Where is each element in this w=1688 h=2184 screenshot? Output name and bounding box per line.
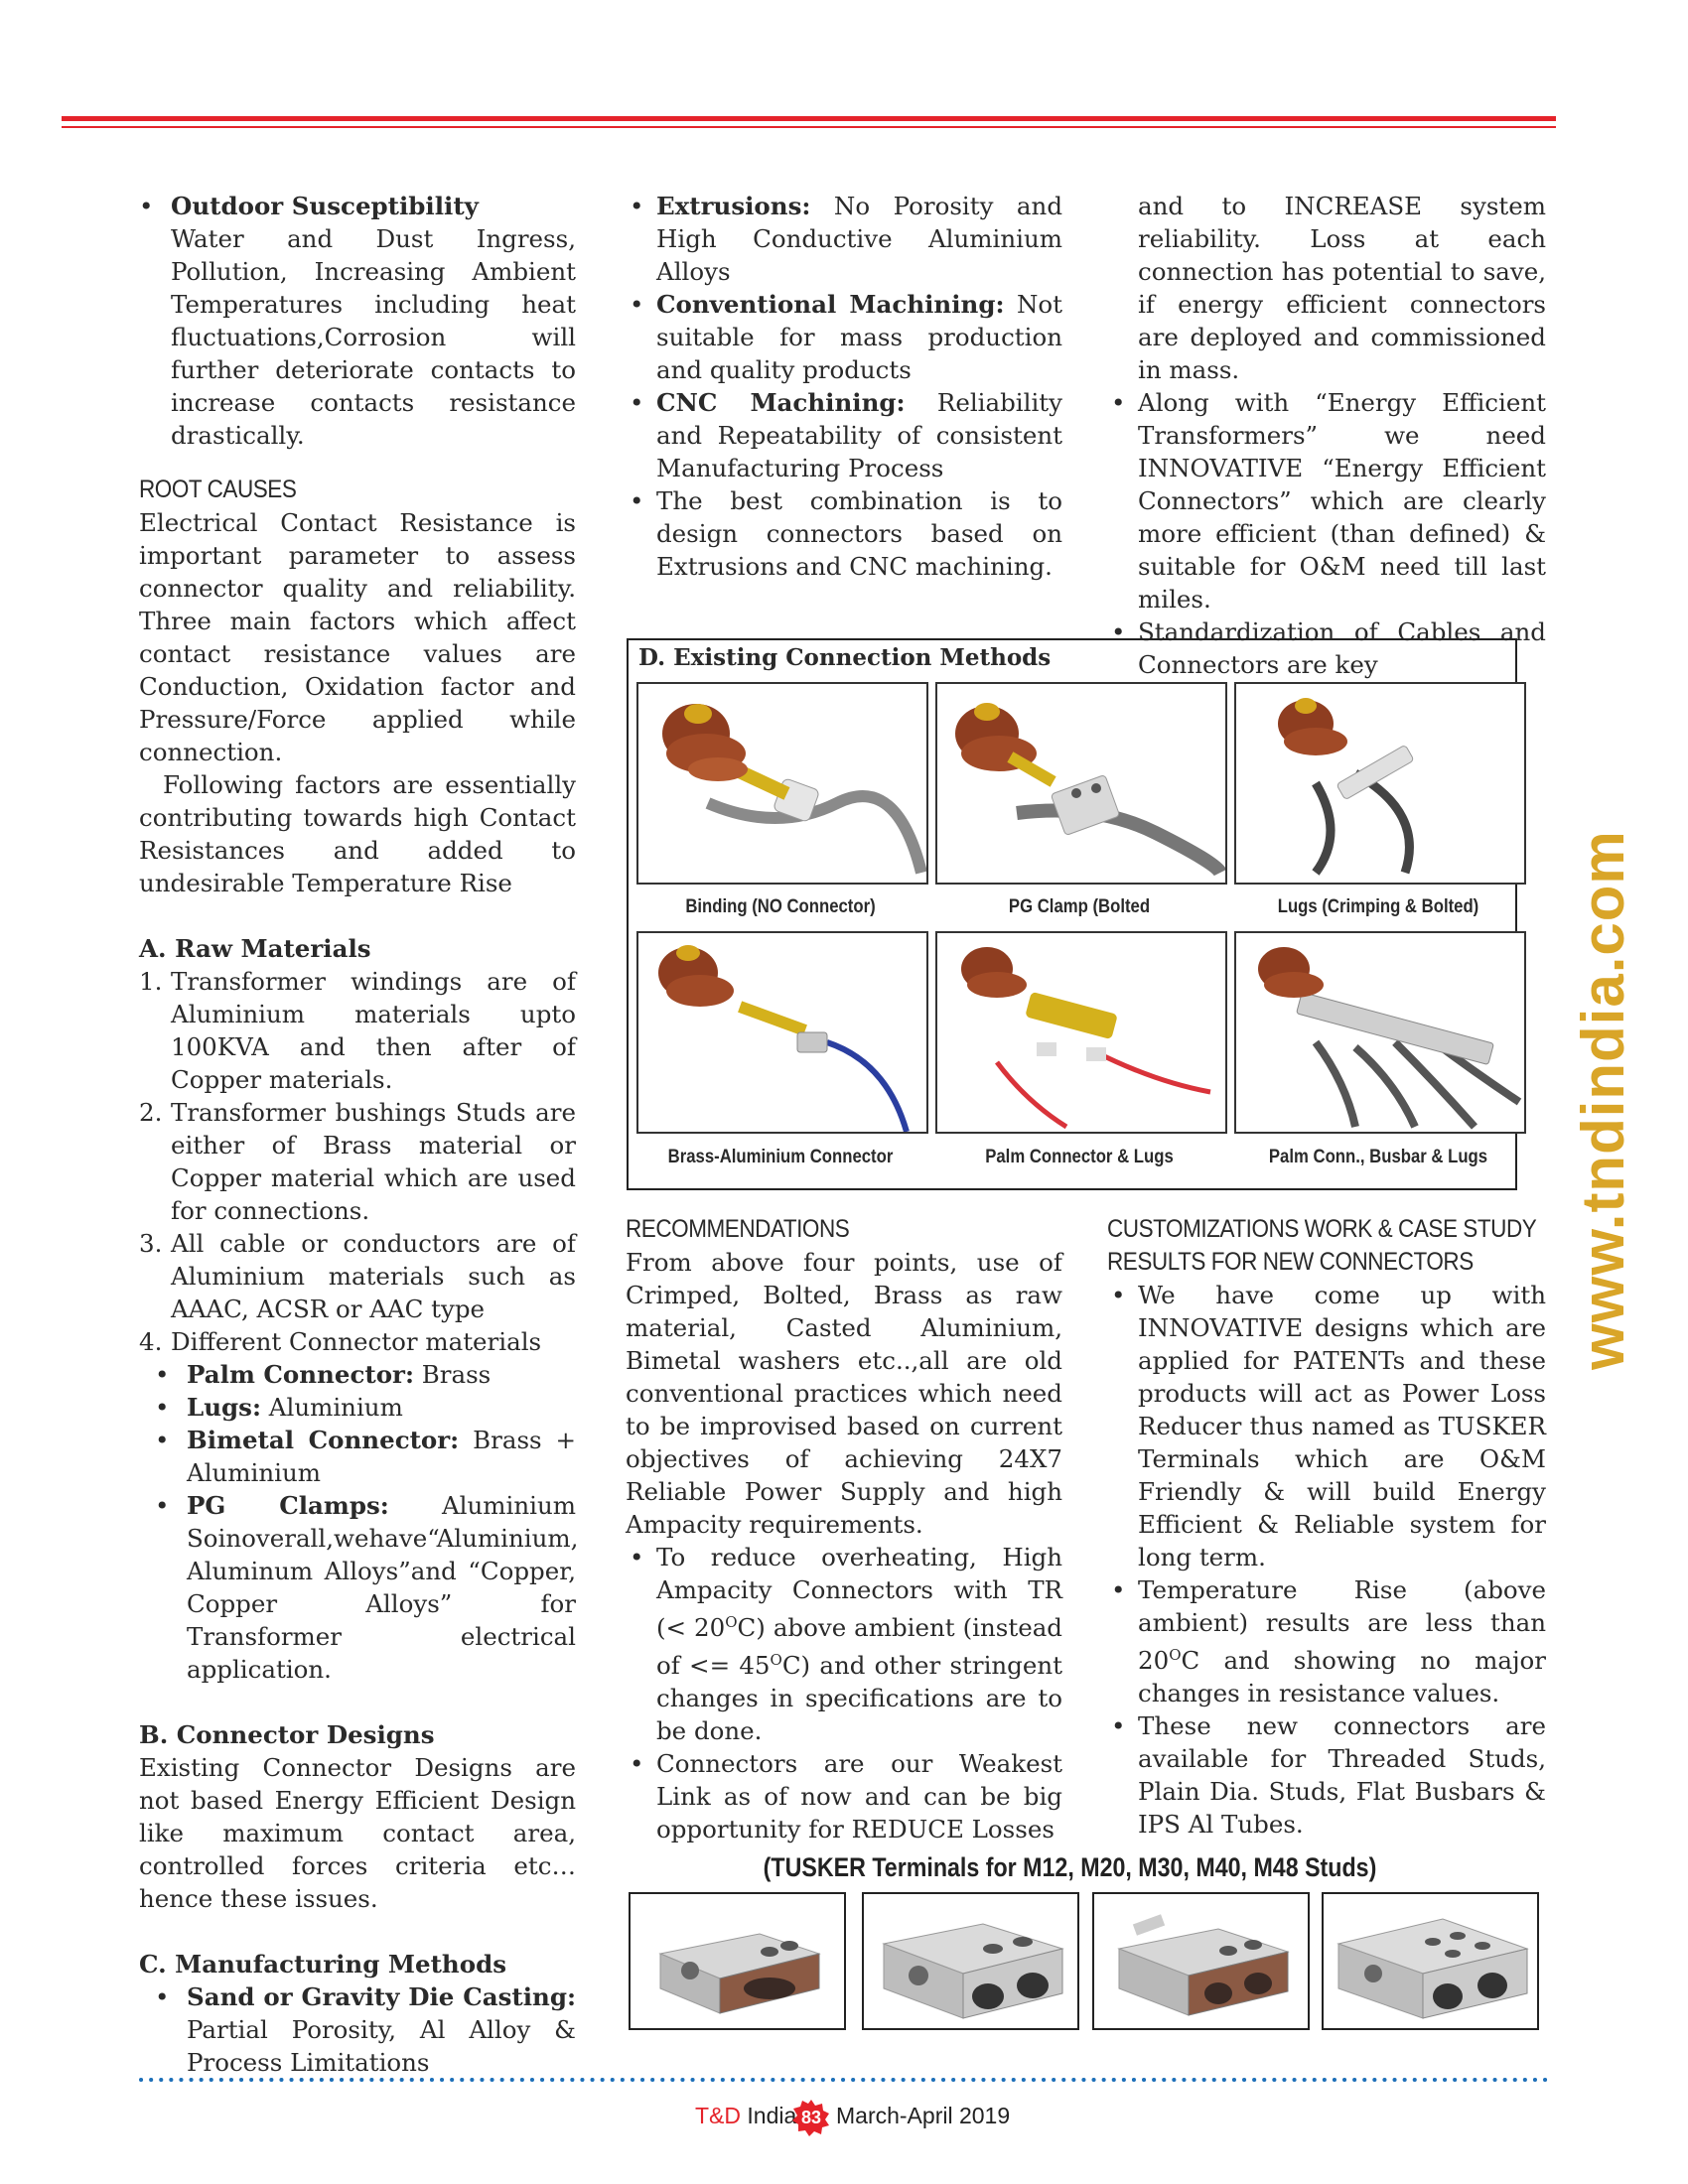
customization-item-2: • Temperature Rise (above ambient) results are less than $20^OC$ and showing no major changes in resistance values. bbox=[1111, 1575, 1546, 1708]
header-rule-thin bbox=[62, 126, 1556, 128]
photo-binding bbox=[636, 682, 928, 885]
root-causes-paragraph-1: Electrical Contact Resistance is important parameter to assess connector quality and reliability. Three main factors which affect contact resistance values are Conduction, Oxidation factor and Pressure/Force applied while connection. bbox=[139, 508, 576, 766]
mfg-item-best: • The best combination is to design connectors based on Extrusions and CNC machining. bbox=[630, 486, 1062, 581]
raw-item-4: 4. Different Connector materials bbox=[139, 1327, 542, 1356]
mfg-item-conventional: • Conventional Machining: Not suitable for mass production and quality products bbox=[630, 290, 1062, 384]
tusker-photo-3 bbox=[1092, 1892, 1310, 2030]
caption-brass-aluminium: Brass-Aluminium Connector bbox=[667, 1147, 894, 1167]
raw-item-1: 1. Transformer windings are of Aluminium materials upto 100KVA and then after of Copper materials. bbox=[139, 967, 576, 1094]
figure-title: D. Existing Connection Methods bbox=[638, 644, 1052, 671]
tusker-photo-2 bbox=[862, 1892, 1079, 2030]
mfg-item-extrusions: • Extrusions: No Porosity and High Conductive Aluminium Alloys bbox=[630, 192, 1062, 286]
caption-pg-clamp: PG Clamp (Bolted bbox=[1008, 896, 1151, 917]
material-bimetal: • Bimetal Connector: Brass + Aluminium bbox=[155, 1426, 576, 1487]
outdoor-item: • Outdoor Susceptibility Water and Dust Ingress, Pollution, Increasing Ambient Temperatures including heat fluctuations,Corrosion will further deteriorate contacts to increase contacts resistance drastically. bbox=[139, 192, 576, 450]
customizations-heading-1: CUSTOMIZATIONS WORK & CASE STUDY bbox=[1107, 1215, 1537, 1243]
raw-item-2: 2. Transformer bushings Studs are either of Brass material or Copper material which are used for connections. bbox=[139, 1098, 576, 1225]
column-left bbox=[139, 190, 579, 2079]
existing-methods-figure bbox=[627, 638, 1517, 1190]
col3-lead-text: and to INCREASE system reliability. Loss at each connection has potential to save, if energy efficient connectors are deployed and commissioned in mass. bbox=[1138, 192, 1546, 384]
footer-date: March-April 2019 bbox=[836, 2103, 1011, 2128]
mfg-item-cnc: • CNC Machining: Reliability and Repeatability of consistent Manufacturing Process bbox=[630, 388, 1062, 482]
recommendations-heading: RECOMMENDATIONS bbox=[626, 1215, 850, 1243]
manufacturing-heading: C. Manufacturing Methods bbox=[139, 1950, 507, 1979]
outdoor-text: Water and Dust Ingress, Pollution, Increasing Ambient Temperatures including heat fluctuations,Corrosion will further deteriorate contacts to increase contacts resistance drastically. bbox=[171, 224, 576, 450]
column-right bbox=[1107, 190, 1546, 681]
customization-item-1: • We have come up with INNOVATIVE designs which are applied for PATENTs and these products will act as Power Loss Reducer thus named as TUSKER Terminals which are O&M Friendly & will build Energy Efficient & Reliable system for long term. bbox=[1111, 1281, 1546, 1571]
outdoor-title: Outdoor Susceptibility bbox=[171, 192, 479, 220]
customizations-heading-2: RESULTS FOR NEW CONNECTORS bbox=[1107, 1248, 1474, 1276]
photo-brass-aluminium bbox=[636, 931, 928, 1134]
col3-item-2: • Standardization of Cables and Connectors are key bbox=[1111, 617, 1546, 679]
photo-pg-clamp bbox=[935, 682, 1227, 885]
customizations-section bbox=[1107, 1213, 1546, 1841]
page-number: 83 bbox=[800, 2108, 822, 2127]
caption-palm-busbar-lugs: Palm Conn., Busbar & Lugs bbox=[1268, 1147, 1488, 1167]
photo-palm-busbar-lugs bbox=[1234, 931, 1526, 1134]
header-rule-thick bbox=[62, 116, 1556, 121]
raw-item-3: 3. All cable or conductors are of Aluminium materials such as AAAC, ACSR or AAC type bbox=[139, 1229, 576, 1323]
mfg-item-casting: • Sand or Gravity Die Casting: Partial Porosity, Al Alloy & Process Limitations bbox=[155, 1982, 576, 2077]
connector-designs-heading: B. Connector Designs bbox=[139, 1720, 435, 1749]
footer-dotted-rule bbox=[139, 2077, 1549, 2083]
recommendations-text: From above four points, use of Crimped, Bolted, Brass as raw material, Casted Aluminium, Bimetal washers etc..,all are old conventional practices which need to be improvised based on current objectives of achieving 24X7 Reliable Power Supply and high Ampacity requirements. bbox=[626, 1248, 1062, 1539]
recommendation-item-2: • Connectors are our Weakest Link as of now and can be big opportunity for REDUCE Losses bbox=[630, 1749, 1062, 1844]
root-causes-paragraph-2: Following factors are essentially contributing towards high Contact Resistances and added to undesirable Temperature Rise bbox=[139, 770, 576, 897]
caption-palm-lugs: Palm Connector & Lugs bbox=[985, 1147, 1174, 1167]
recommendation-item-1: • To reduce overheating, High Ampacity Connectors with TR (< $20^OC$) above ambient (instead of <= $45^OC$) and other stringent changes in specifications are to be done. bbox=[630, 1543, 1062, 1746]
tusker-photo-4 bbox=[1322, 1892, 1539, 2030]
material-palm: • Palm Connector: Brass bbox=[155, 1360, 492, 1389]
raw-materials-heading: A. Raw Materials bbox=[139, 934, 371, 963]
col3-item-1: • Along with “Energy Efficient Transformers” we need INNOVATIVE “Energy Efficient Connectors” which are clearly more efficient (than defined) & suitable for O&M need till last miles. bbox=[1111, 388, 1546, 614]
material-lugs: • Lugs: Aluminium bbox=[155, 1393, 403, 1422]
material-pg-clamps: • PG Clamps: Aluminium Soinoverall,wehave“Aluminium, Aluminum Alloys”and “Copper, Copper Alloys” for Transformer electrical application. bbox=[155, 1491, 579, 1684]
photo-palm-lugs bbox=[935, 931, 1227, 1134]
caption-lugs: Lugs (Crimping & Bolted) bbox=[1277, 896, 1479, 917]
footer bbox=[0, 2097, 1688, 2136]
customization-item-3: • These new connectors are available for Threaded Studs, Plain Dia. Studs, Flat Busbars & IPS Al Tubes. bbox=[1111, 1711, 1546, 1840]
root-causes-heading: ROOT CAUSES bbox=[139, 476, 297, 503]
column-middle bbox=[626, 190, 1062, 583]
side-url: www.tndindia.com bbox=[1570, 830, 1636, 1370]
footer-brand: T&D India bbox=[695, 2103, 797, 2128]
photo-lugs bbox=[1234, 682, 1526, 885]
caption-binding: Binding (NO Connector) bbox=[685, 896, 876, 917]
tusker-title: (TUSKER Terminals for M12, M20, M30, M40, M48 Studs) bbox=[763, 1852, 1377, 1882]
tusker-photo-1 bbox=[629, 1892, 846, 2030]
recommendations-section bbox=[626, 1213, 1062, 1845]
connector-designs-text: Existing Connector Designs are not based Energy Efficient Design like maximum contact area, controlled forces criteria etc… hence these issues. bbox=[139, 1753, 576, 1913]
